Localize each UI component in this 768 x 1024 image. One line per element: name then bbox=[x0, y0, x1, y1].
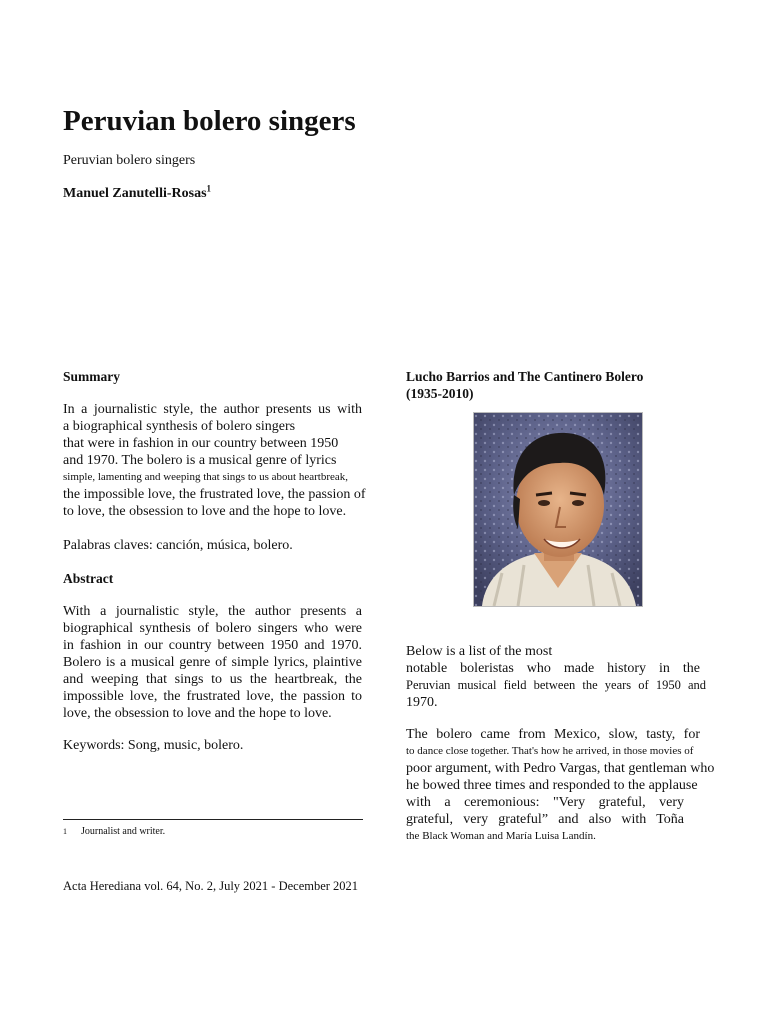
author-name-text: Manuel Zanutelli-Rosas bbox=[63, 186, 207, 201]
summary-line: In a journalistic style, the author presents us with bbox=[63, 402, 362, 417]
summary-line: the impossible love, the frustrated love, the passion of bbox=[63, 487, 366, 502]
summary-line: to love, the obsession to love and the hope to love. bbox=[63, 504, 347, 519]
history-line: with a ceremonious: "Very grateful, very bbox=[406, 795, 684, 810]
abstract-line: love, the obsession to love and the hope to love. bbox=[63, 706, 332, 721]
keywords-english: Keywords: Song, music, bolero. bbox=[63, 738, 244, 753]
summary-paragraph bbox=[63, 401, 368, 520]
intro-line: notable boleristas who made history in the bbox=[406, 661, 700, 676]
intro-line: Below is a list of the most bbox=[406, 644, 553, 659]
section-title-line: (1935-2010) bbox=[406, 386, 474, 401]
footnote bbox=[63, 826, 165, 838]
footnote-mark: 1 bbox=[63, 827, 67, 836]
author-name bbox=[63, 185, 211, 203]
intro-line: Peruvian musical field between the years of 1950 and bbox=[406, 678, 706, 692]
section-title bbox=[406, 368, 643, 402]
summary-line: simple, lamenting and weeping that sings to us about heartbreak, bbox=[63, 471, 349, 483]
footnote-text: Journalist and writer. bbox=[81, 826, 166, 837]
intro-paragraph bbox=[406, 643, 706, 711]
history-line: The bolero came from Mexico, slow, tasty, for bbox=[406, 727, 700, 742]
abstract-line: impossible love, the frustrated love, the passion to bbox=[63, 689, 362, 704]
summary-line: a biographical synthesis of bolero singers bbox=[63, 419, 296, 434]
abstract-heading: Abstract bbox=[63, 571, 114, 586]
article-subtitle: Peruvian bolero singers bbox=[63, 153, 196, 168]
abstract-line: With a journalistic style, the author presents a bbox=[63, 604, 362, 619]
summary-line: and 1970. The bolero is a musical genre of lyrics bbox=[63, 453, 337, 468]
author-footnote-mark: 1 bbox=[206, 183, 212, 194]
bolero-history-paragraph bbox=[406, 726, 714, 845]
portrait-photo bbox=[473, 412, 643, 607]
keywords-spanish: Palabras claves: canción, música, bolero. bbox=[63, 538, 293, 553]
intro-line: 1970. bbox=[406, 695, 438, 710]
history-line: poor argument, with Pedro Vargas, that gentleman who bbox=[406, 761, 715, 776]
abstract-line: and weeping that sings to us the heartbreak, the bbox=[63, 672, 362, 687]
journal-citation: Acta Herediana vol. 64, No. 2, July 2021 - December 2021 bbox=[63, 879, 359, 893]
history-line: grateful, very grateful” and also with Toña bbox=[406, 812, 684, 827]
history-line: to dance close together. That's how he arrived, in those movies of bbox=[406, 745, 694, 757]
section-title-line: Lucho Barrios and The Cantinero Bolero bbox=[406, 369, 644, 384]
portrait-image bbox=[474, 413, 642, 606]
abstract-line: Bolero is a musical genre of simple lyrics, plaintive bbox=[63, 655, 362, 670]
history-line: he bowed three times and responded to the applause bbox=[406, 778, 698, 793]
history-line: the Black Woman and María Luisa Landín. bbox=[406, 830, 596, 842]
summary-heading: Summary bbox=[63, 369, 120, 384]
summary-line: that were in fashion in our country between 1950 bbox=[63, 436, 339, 451]
abstract-line: biographical synthesis of bolero singers who were bbox=[63, 621, 362, 636]
abstract-paragraph bbox=[63, 603, 362, 722]
article-title: Peruvian bolero singers bbox=[63, 105, 356, 137]
footnote-divider bbox=[63, 819, 363, 820]
abstract-line: in fashion in our country between 1950 and 1970. bbox=[63, 638, 362, 653]
